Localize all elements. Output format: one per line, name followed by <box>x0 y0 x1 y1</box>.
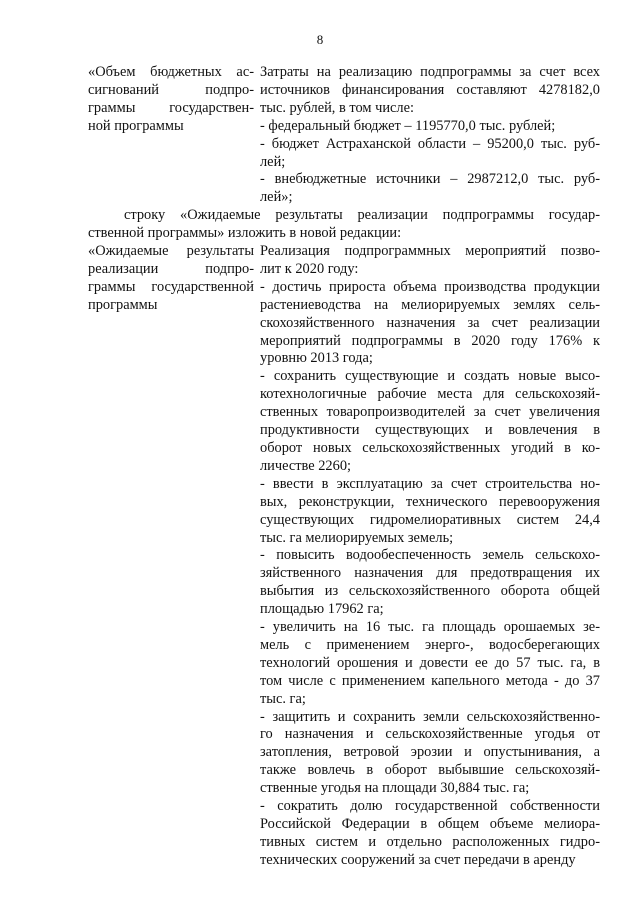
text-line: «Ожидаемые результаты <box>88 243 254 259</box>
text-line: граммы государственной <box>88 278 254 295</box>
page-number: 8 <box>316 32 324 47</box>
text-line: Российской Федерации в общем объеме мелиора- <box>260 816 600 832</box>
text-line: мероприятий подпрограммы в 2020 году 176% к <box>260 332 600 349</box>
expected-results-row <box>88 243 600 870</box>
amendment-paragraph <box>88 207 600 243</box>
text-line: скохозяйственного назначения за счет реализации <box>260 314 600 331</box>
text-line: - ввести в эксплуатацию за счет строительства но- <box>260 475 600 492</box>
budget-allocation-row <box>88 64 600 207</box>
text-line: - повысить водообеспеченность земель сельскохо- <box>260 547 600 564</box>
text-line: программы <box>88 296 158 313</box>
text-line: Затраты на реализацию подпрограммы за счет всех <box>260 64 600 80</box>
text-line: ной программы <box>88 117 184 134</box>
text-line: ственные угодья на площади 30,884 тыс. га; <box>260 780 530 797</box>
text-line: площадью 17962 га; <box>260 601 384 618</box>
text-line: - достичь прироста объема производства продукции <box>260 278 600 295</box>
text-line: тыс. рублей, в том числе: <box>260 99 414 116</box>
text-line: лей; <box>260 153 286 170</box>
expected-results-label <box>88 243 260 870</box>
text-line: строку «Ожидаемые результаты реализации подпрограммы государ- <box>124 207 600 223</box>
text-line: зяйственного назначения для предотвращения их <box>260 565 600 582</box>
text-line: личестве 2260; <box>260 457 352 474</box>
budget-allocation-label <box>88 64 260 207</box>
text-line: - федеральный бюджет – 1195770,0 тыс. рублей; <box>260 117 556 134</box>
text-line: растениеводства на мелиорируемых землях сель- <box>260 296 600 313</box>
expected-results-value <box>260 243 600 870</box>
text-line: тивных систем и отдельно расположенных гидро- <box>260 833 600 850</box>
text-line: технологий орошения и довести ее до 57 тыс. га, в <box>260 654 600 671</box>
text-line: тыс. га; <box>260 690 306 707</box>
text-line: источников финансирования составляют 4278182,0 <box>260 81 600 98</box>
text-line: уровню 2013 года; <box>260 350 373 367</box>
text-line: - защитить и сохранить земли сельскохозяйственно- <box>260 708 600 725</box>
text-line: технических сооружений за счет передачи в аренду <box>260 851 576 868</box>
text-line: - внебюджетные источники – 2987212,0 тыс. руб- <box>260 171 600 188</box>
text-line: котехнологичные рабочие места для сельскохозяй- <box>260 386 600 403</box>
text-line: «Объем бюджетных ас- <box>88 64 254 80</box>
text-line: го назначения и сельскохозяйственные угодья от <box>260 726 600 743</box>
text-line: - увеличить на 16 тыс. га площадь орошаемых зе- <box>260 619 600 636</box>
text-line: - сократить долю государственной собственности <box>260 798 600 815</box>
text-line: продуктивности существующих и вовлечения в <box>260 422 600 439</box>
text-line: том числе с применением капельного метода - до 37 <box>260 672 600 689</box>
text-line: выбытия из сельскохозяйственного оборота общей <box>260 583 600 600</box>
text-line: существующих гидромелиоративных систем 24,4 <box>260 511 600 528</box>
budget-allocation-value <box>260 64 600 207</box>
text-line: ственной программы» изложить в новой редакции: <box>88 224 402 241</box>
text-line: затопления, ветровой эрозии и опустынивания, а <box>260 744 600 761</box>
text-line: реализации подпро- <box>88 260 254 277</box>
text-line: лей»; <box>260 189 293 206</box>
text-line: тыс. га мелиорируемых земель; <box>260 529 454 546</box>
text-line: Реализация подпрограммных мероприятий позво- <box>260 243 600 259</box>
text-line: - сохранить существующие и создать новые высо- <box>260 368 600 385</box>
text-line: мель с применением энерго-, водосберегающих <box>260 636 600 653</box>
text-line: граммы государствен- <box>88 99 254 116</box>
text-line: оборот новых сельскохозяйственных угодий в ко- <box>260 439 600 456</box>
text-line: лит к 2020 году: <box>260 260 359 277</box>
text-line: ственных товаропроизводителей за счет увеличения <box>260 404 600 421</box>
text-line: сигнований подпро- <box>88 81 254 98</box>
text-line: - бюджет Астраханской области – 95200,0 тыс. руб- <box>260 135 600 152</box>
text-line: вых, реконструкции, технического перевооружения <box>260 493 600 510</box>
text-line: также вовлечь в оборот выбывшие сельскохозяй- <box>260 762 600 779</box>
